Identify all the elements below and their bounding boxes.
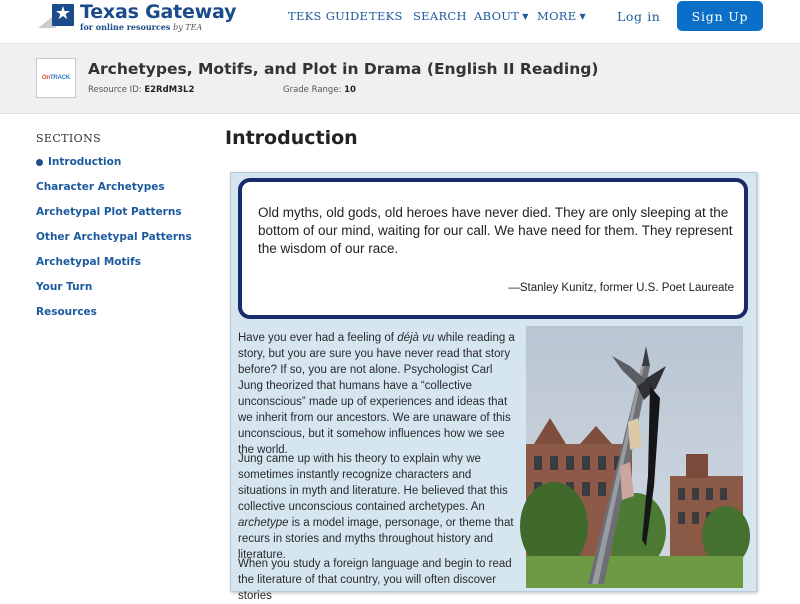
nav-teks-guide[interactable]: TEKS GUIDE xyxy=(288,9,369,23)
sidebar-item-introduction[interactable]: Introduction xyxy=(36,156,121,168)
sidebar-item-archetypal-plot-patterns[interactable]: Archetypal Plot Patterns xyxy=(36,206,182,218)
nav-teks[interactable]: TEKS xyxy=(369,9,403,23)
quote-attribution: —Stanley Kunitz, former U.S. Poet Laureate xyxy=(508,282,734,294)
resource-header xyxy=(0,44,800,114)
texas-gateway-logo[interactable] xyxy=(38,2,236,36)
login-link[interactable]: Log in xyxy=(617,8,661,24)
logo-title: Texas Gateway xyxy=(80,1,237,23)
page-title: Introduction xyxy=(225,127,358,149)
logo-subtitle: for online resources by TEA xyxy=(80,22,203,32)
sidebar-item-character-archetypes[interactable]: Character Archetypes xyxy=(36,181,165,193)
resource-id: Resource ID: E2RdM3L2 xyxy=(88,85,195,95)
caret-down-icon: ▼ xyxy=(579,11,586,21)
quote-text: Old myths, old gods, old heroes have never died. They are only sleeping at the bottom of our mind, waiting for our call. We have need for them. They represent the wisdom of our race. xyxy=(258,205,733,256)
grade-range: Grade Range: 10 xyxy=(283,85,356,95)
active-dot-icon xyxy=(36,159,43,166)
star-icon: ★ xyxy=(38,2,74,28)
nav-about[interactable]: ABOUT ▼ xyxy=(474,9,529,23)
sections-heading: SECTIONS xyxy=(36,132,102,145)
signup-button[interactable]: Sign Up xyxy=(677,1,763,31)
sidebar-item-resources[interactable]: Resources xyxy=(36,306,97,318)
sidebar-item-archetypal-motifs[interactable]: Archetypal Motifs xyxy=(36,256,141,268)
sidebar-item-other-archetypal-patterns[interactable]: Other Archetypal Patterns xyxy=(36,231,192,243)
nav-search[interactable]: SEARCH xyxy=(413,9,467,23)
paragraph-1: Have you ever had a feeling of déjà vu while reading a story, but you are sure you have never read that story before? If so, you are not alone. Psychologist Carl Jung theorized that humans have a “collective unconscious” made up of experiences and ideas that we inherit from our ancestors. We are unaware of this unconscious, but it somehow influences how we see the world. xyxy=(238,332,515,456)
nav-more[interactable]: MORE ▼ xyxy=(537,9,586,23)
quote-box xyxy=(238,178,748,319)
caret-down-icon: ▼ xyxy=(522,11,529,21)
paragraph-2: Jung came up with his theory to explain why we sometimes instantly recognize characters and situations in myth and literature. He believed that this collective unconscious contained archetypes. An archetype is a model image, personage, or theme that recurs in stories and myths throughout history and literature. xyxy=(238,453,514,561)
sidebar-item-your-turn[interactable]: Your Turn xyxy=(36,281,93,293)
paragraph-3: When you study a foreign language and begin to read the literature of that country, you will often discover stories xyxy=(238,558,512,602)
resource-title: Archetypes, Motifs, and Plot in Drama (English II Reading) xyxy=(88,60,599,78)
top-navigation-bar xyxy=(0,0,800,44)
sculpture-photo xyxy=(526,326,743,588)
ontrack-badge: OnTRACK xyxy=(36,58,76,98)
